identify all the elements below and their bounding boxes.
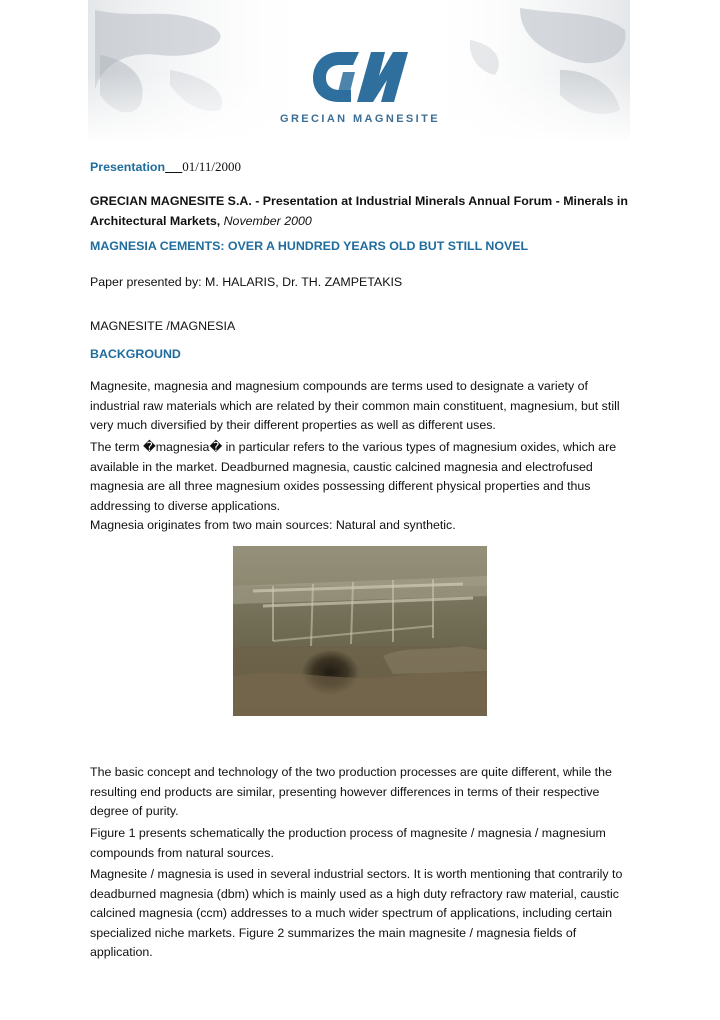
forum-line: GRECIAN MAGNESITE S.A. - Presentation at Industrial Minerals Annual Forum - Minerals in Architectural Markets, [90,194,628,228]
background-heading: BACKGROUND [90,347,181,361]
paragraph-4: The basic concept and technology of the two production processes are quite different, while the resulting end products are similar, presenting however differences in terms of their respective degree of purity. [90,765,612,818]
logo-wordmark: GRECIAN MAGNESITE [280,113,440,125]
section-heading: MAGNESITE /MAGNESIA [90,319,236,333]
forum-paragraph [90,192,635,231]
authors-line: Paper presented by: M. HALARIS, Dr. TH. ZAMPETAKIS [90,275,403,289]
mine-photo [233,546,487,716]
paragraph-5: Figure 1 presents schematically the production process of magnesite / magnesia / magnesium compounds from natural sources. [90,826,606,860]
presentation-date: 01/11/2000 [182,159,242,174]
paragraph-3: Magnesia originates from two main sources: Natural and synthetic. [90,518,456,532]
paragraph-6: Magnesite / magnesia is used in several industrial sectors. It is worth mentioning that contrarily to deadburned magnesia (dbm) which is mainly used as a high duty refractory raw material, caustic calcined magnesia (ccm) addresses to a much wider spectrum of applications, including certain specialized niche markets. Figure 2 summarizes the main magnesite / magnesia fields of application. [90,867,623,959]
mine-photo-image [233,546,487,716]
paper-title: MAGNESIA CEMENTS: OVER A HUNDRED YEARS OLD BUT STILL NOVEL [90,239,529,253]
presentation-line [90,157,635,178]
forum-date: November 2000 [223,213,312,228]
header-banner [0,0,720,145]
paragraph-1: Magnesite, magnesia and magnesium compounds are terms used to designate a variety of industrial raw materials which are related by their common main constituent, magnesium, but still very much diversified by their different properties as well as different uses. [90,379,620,432]
paragraph-2: The term �magnesia� in particular refers to the various types of magnesium oxides, which are available in the market. Deadburned magnesia, caustic calcined magnesia and electrofused magnesia are all three magnesium oxides possessing different physical properties and thus addressing to diverse applications. [90,440,617,513]
presentation-label: Presentation [90,160,166,174]
